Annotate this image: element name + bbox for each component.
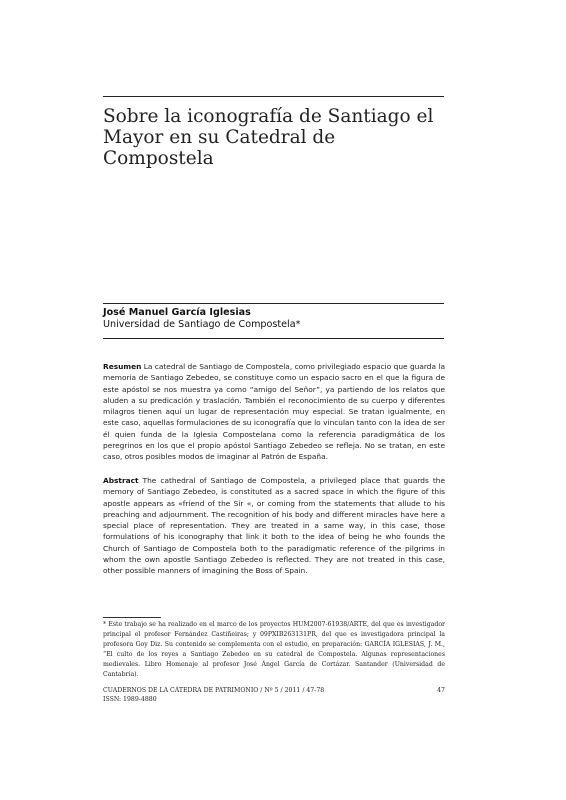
resumen-paragraph [103,361,445,463]
title-top-rule [103,96,444,97]
author-block [103,307,448,331]
author-bottom-rule [103,338,444,339]
abstract-paragraph [103,475,445,577]
author-affiliation: Universidad de Santiago de Compostela* [103,319,301,330]
footnote: * Este trabajo se ha realizado en el marco de los proyectos HUM2007-61938/ARTE, del que es investigador principal el profesor Fernández Castiñeiras; y 09PXIB263131PR, del que es investigadora principal la profesora Goy Diz. Su contenido se complementa con el estudio, en preparación: GARCÍA IGLESIAS, J. M., “El culto de los reyes a Santiago Zebedeo en su catedral de Compostela. Algunas representaciones medievales. Libro Homenaje al profesor José Ángel García de Cortázar. Santander (Universidad de Cantabria). [103,621,445,678]
page-number: 47 [437,687,445,694]
author-name: José Manuel García Iglesias [103,307,251,318]
footnote-rule [103,617,161,618]
abstract-text: The cathedral of Santiago de Compostela, a privileged place that guards the memory of Santiago Zebedeo, is constituted as a sacred space in which the figure of this apostle appears as «friend of the Sir «, or coming from the statements that allude to his preaching and adjournment. The recognition of his body and different miracles have here a special place of representation. They are treated in a same way, in this case, those formulations of his iconography that link it both to the idea of being he who founds the Church of Santiago de Compostela both to the paradigmatic reference of the pilgrims in whom the own apostle Santiago Zebedeo is reflected. They are not treated in this case, other possible manners of imagining the Boss of Spain. [103,476,445,576]
abstract-label: Abstract [103,476,139,485]
author-top-rule [103,303,444,304]
issn: ISSN: 1989-4880 [103,696,157,703]
page-footer [103,686,445,704]
article-title: Sobre la iconografía de Santiago el Mayor en su Catedral de Compostela [103,106,434,169]
journal-citation: CUADERNOS DE LA CÁTEDRA DE PATRIMONIO / Nº 5 / 2011 / 47-78 [103,687,325,694]
resumen-label: Resumen [103,362,142,371]
resumen-text: La catedral de Santiago de Compostela, como privilegiado espacio que guarda la memoria de Santiago Zebedeo, se constituye como un espacio sacro en el que la figura de este apóstol se nos muestra ya como “amigo del Señor”, ya partiendo de los relatos que aluden a su predicación y traslación. También el reconocimiento de su cuerpo y diferentes milagros tienen aquí un lugar de representación muy especial. Se tratan igualmente, en este caso, aquellas formulaciones de su iconografía que lo vinculan tanto con la idea de ser él quien funda de la Iglesia Compostelana como la referencia paradigmática de los peregrinos en los que el propio apóstol Santiago Zebedeo se refleja. No se tratan, en este caso, otros posibles modos de imaginar al Patrón de España. [103,362,445,462]
